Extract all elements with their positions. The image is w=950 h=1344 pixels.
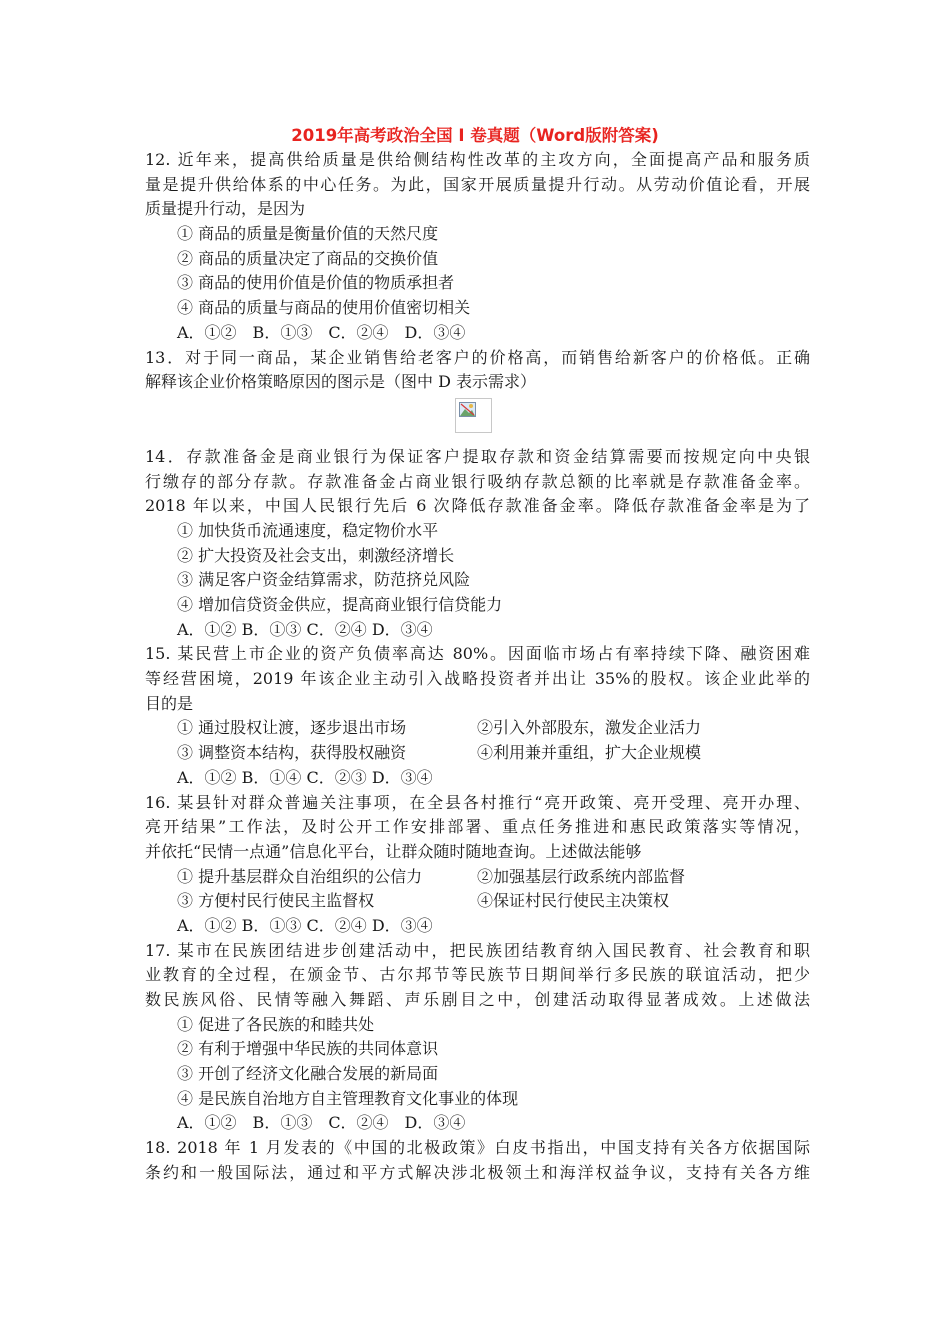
- q14-option-2: ② 扩大投资及社会支出，刺激经济增长: [177, 545, 455, 565]
- q12-option-3: ③ 商品的使用价值是价值的物质承担者: [177, 273, 455, 293]
- q14-stem-line-2: 行缴存的部分存款。存款准备金占商业银行吸纳存款总额的比率就是存款准备金率。: [145, 471, 810, 491]
- q17-answer-choices: A．①② B．①③ C．②④ D．③④: [177, 1113, 466, 1133]
- q15-option-1: ① 通过股权让渡，逐步退出市场: [177, 718, 407, 738]
- q12-stem-line-2: 量是提升供给体系的中心任务。为此，国家开展质量提升行动。从劳动价值论看，开展: [145, 174, 810, 194]
- q15-options-row-2: [145, 741, 810, 766]
- q16-options-row-1: [145, 865, 810, 890]
- q15-stem-line-2: 等经营困境，2019 年该企业主动引入战略投资者并出让 35%的股权。该企业此举的: [145, 669, 810, 689]
- q15-options-row-1: [145, 716, 810, 741]
- q14-stem-line-1: 14．存款准备金是商业银行为保证客户提取存款和资金结算需要而按规定向中央银: [145, 446, 810, 466]
- q16-option-3: ③ 方便村民行使民主监督权: [177, 891, 375, 911]
- q15-stem-line-1: 15. 某民营上市企业的资产负债率高达 80%。因面临市场占有率持续下降、融资困难: [145, 644, 810, 664]
- q15-stem-line-3: 目的是: [145, 693, 194, 713]
- q16-option-4: ④保证村民行使民主决策权: [477, 891, 670, 911]
- q14-stem-line-3: 2018 年以来，中国人民银行先后 6 次降低存款准备金率。降低存款准备金率是为了: [145, 496, 810, 516]
- q14-option-1: ① 加快货币流通速度，稳定物价水平: [177, 520, 439, 540]
- q17-option-3: ③ 开创了经济文化融合发展的新局面: [177, 1064, 439, 1084]
- q16-stem-line-1: 16. 某县针对群众普遍关注事项，在全县各村推行“亮开政策、亮开受理、亮开办理、: [145, 792, 810, 812]
- q13-stem-line-1: 13．对于同一商品，某企业销售给老客户的价格高，而销售给新客户的价格低。正确: [145, 347, 810, 367]
- q17-stem-line-3: 数民族风俗、民情等融入舞蹈、声乐剧目之中，创建活动取得显著成效。上述做法: [145, 990, 810, 1009]
- q16-stem-line-3: 并依托“民情一点通”信息化平台，让群众随时随地查询。上述做法能够: [145, 841, 642, 861]
- q13-figure: [145, 395, 810, 445]
- q12-answer-choices: A．①② B．①③ C．②④ D．③④: [177, 322, 466, 342]
- q15-option-2: ②引入外部股东，激发企业活力: [477, 718, 702, 738]
- q17-option-1: ① 促进了各民族的和睦共处: [177, 1014, 375, 1034]
- q16-answer-choices: A．①② B．①③ C．②④ D．③④: [177, 915, 433, 935]
- q12-option-1: ① 商品的质量是衡量价值的天然尺度: [177, 224, 439, 244]
- q15-option-3: ③ 调整资本结构，获得股权融资: [177, 743, 407, 763]
- q16-stem-line-2: 亮开结果”工作法，及时公开工作安排部署、重点任务推进和惠民政策落实等情况，: [145, 817, 810, 837]
- document-body: [145, 148, 810, 1186]
- q13-stem-line-2: 解释该企业价格策略原因的图示是（图中 D 表示需求）: [145, 372, 537, 392]
- q16-option-1: ① 提升基层群众自治组织的公信力: [177, 866, 423, 886]
- q17-option-2: ② 有利于增强中华民族的共同体意识: [177, 1039, 439, 1059]
- broken-image-icon: [459, 402, 476, 417]
- q18-stem-line-2: 条约和一般国际法，通过和平方式解决涉北极领土和海洋权益争议，支持有关各方维: [145, 1162, 810, 1182]
- q12-option-2: ② 商品的质量决定了商品的交换价值: [177, 248, 439, 268]
- q15-option-4: ④利用兼并重组，扩大企业规模: [477, 743, 702, 763]
- q16-options-row-2: [145, 889, 810, 914]
- q18-stem-line-1: 18. 2018 年 1 月发表的《中国的北极政策》白皮书指出，中国支持有关各方依据国际: [145, 1138, 810, 1158]
- q17-stem-line-2: 业教育的全过程，在颁金节、古尔邦节等民族节日期间举行多民族的联谊活动，把少: [145, 965, 810, 985]
- q12-stem-line-3: 质量提升行动，是因为: [145, 199, 306, 219]
- q12-stem-line-1: 12. 近年来，提高供给质量是供给侧结构性改革的主攻方向，全面提高产品和服务质: [145, 150, 810, 169]
- q17-option-4: ④ 是民族自治地方自主管理教育文化事业的体现: [177, 1088, 519, 1108]
- q16-option-2: ②加强基层行政系统内部监督: [477, 866, 686, 886]
- q13-figure-placeholder: [455, 398, 492, 433]
- q14-answer-choices: A．①② B．①③ C．②④ D．③④: [177, 619, 433, 639]
- q14-option-4: ④ 增加信贷资金供应，提高商业银行信贷能力: [177, 595, 503, 614]
- q12-option-4: ④ 商品的质量与商品的使用价值密切相关: [177, 298, 471, 318]
- q14-option-3: ③ 满足客户资金结算需求，防范挤兑风险: [177, 570, 471, 590]
- q17-stem-line-1: 17. 某市在民族团结进步创建活动中，把民族团结教育纳入国民教育、社会教育和职: [145, 940, 810, 960]
- document-title: 2019年高考政治全国 I 卷真题（Word版附答案): [291, 126, 659, 145]
- q15-answer-choices: A．①② B．①④ C．②③ D．③④: [177, 767, 433, 787]
